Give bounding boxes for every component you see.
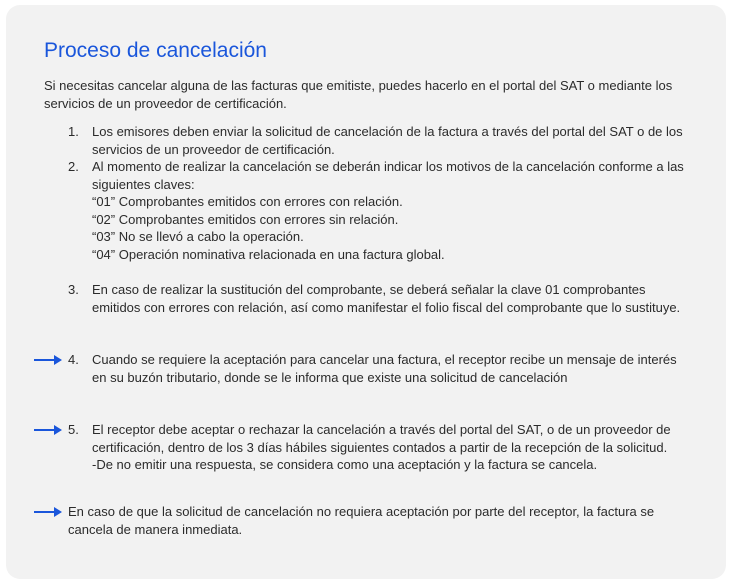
list-line: El receptor debe aceptar o rechazar la cancelación a través del portal del SAT, o de un proveedor de certificación, dentro de los 3 días hábiles siguientes contados a partir de la recepción de la solicitud. <box>92 422 671 455</box>
intro-paragraph: Si necesitas cancelar alguna de las facturas que emitiste, puedes hacerlo en el portal del SAT o mediante los servicios de un proveedor de certificación. <box>44 78 673 111</box>
list-line: Cuando se requiere la aceptación para cancelar una factura, el receptor recibe un mensaje de interés en su buzón tributario, donde se le informa que existe una solicitud de cancelación <box>92 352 677 385</box>
list-line: Los emisores deben enviar la solicitud de cancelación de la factura a través del portal del SAT o de los servicios de un proveedor de certificación. <box>92 124 683 157</box>
page-title: Proceso de cancelación <box>44 39 267 62</box>
final-note: En caso de que la solicitud de cancelación no requiera aceptación por parte del receptor, la factura se cancela de manera inmediata. <box>68 504 655 537</box>
list-text <box>92 123 692 158</box>
list-number: 4. <box>68 352 79 367</box>
list-line: -De no emitir una respuesta, se considera como una aceptación y la factura se cancela. <box>92 457 598 472</box>
clave-01: “01” Comprobantes emitidos con errores con relación. <box>92 194 403 209</box>
clave-03: “03” No se llevó a cabo la operación. <box>92 229 304 244</box>
list-number: 1. <box>68 124 79 139</box>
list-number: 5. <box>68 422 79 437</box>
info-card <box>6 5 726 579</box>
list-line: Al momento de realizar la cancelación se deberán indicar los motivos de la cancelación conforme a las siguientes claves: <box>92 159 684 192</box>
list-text <box>92 281 692 316</box>
list-number: 3. <box>68 282 79 297</box>
list-text <box>92 351 692 386</box>
list-line: En caso de realizar la sustitución del comprobante, se deberá señalar la clave 01 comprobantes emitidos con errores con relación, así como manifestar el folio fiscal del comprobante que lo sustituye. <box>92 282 681 315</box>
arrow-right-icon <box>34 507 62 517</box>
list-text <box>92 421 692 474</box>
arrow-right-icon <box>34 355 62 365</box>
list-number: 2. <box>68 159 79 174</box>
arrow-right-icon <box>34 425 62 435</box>
list-text <box>92 158 692 263</box>
clave-04: “04” Operación nominativa relacionada en una factura global. <box>92 246 445 262</box>
clave-02: “02” Comprobantes emitidos con errores sin relación. <box>92 211 399 227</box>
